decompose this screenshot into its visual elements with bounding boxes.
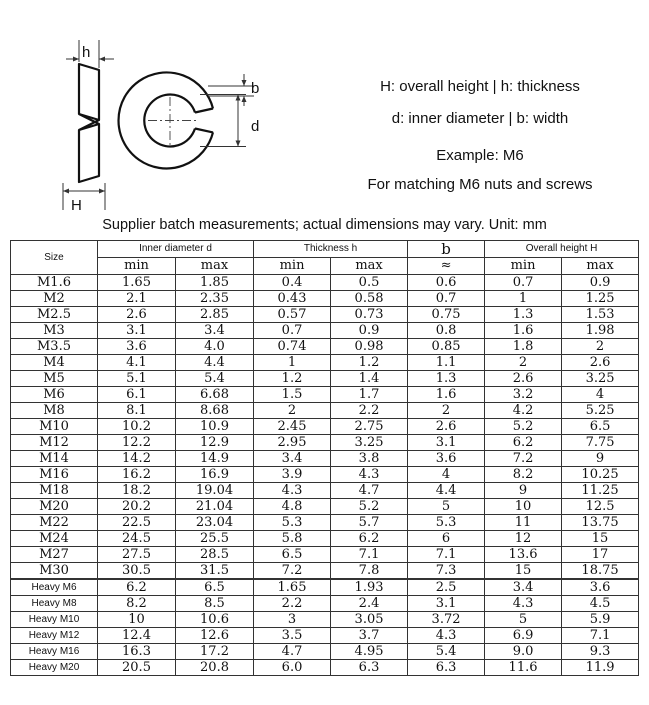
spec-table (10, 240, 639, 676)
cell-size: M14 (11, 451, 98, 467)
cell-H-min: 15 (485, 563, 562, 580)
cell-d-min: 3.1 (98, 323, 176, 339)
cell-h-max: 4.95 (331, 644, 408, 660)
cell-h-min: 5.3 (254, 515, 331, 531)
header-overall-height: Overall height H (485, 241, 639, 258)
label-H: H (71, 197, 82, 214)
cell-H-max: 7.75 (562, 435, 639, 451)
cell-H-min: 12 (485, 531, 562, 547)
cell-h-max: 0.73 (331, 307, 408, 323)
cell-H-max: 2 (562, 339, 639, 355)
cell-size: M1.6 (11, 275, 98, 291)
table-row (11, 323, 639, 339)
cell-h-min: 7.2 (254, 563, 331, 580)
cell-H-min: 10 (485, 499, 562, 515)
cell-h-min: 1 (254, 355, 331, 371)
cell-b: 6.3 (408, 660, 485, 676)
cell-b: 1.6 (408, 387, 485, 403)
cell-d-max: 2.35 (176, 291, 254, 307)
cell-size: M27 (11, 547, 98, 563)
cell-H-min: 4.3 (485, 596, 562, 612)
cell-d-min: 8.1 (98, 403, 176, 419)
cell-d-min: 12.4 (98, 628, 176, 644)
cell-H-min: 2.6 (485, 371, 562, 387)
cell-h-max: 7.1 (331, 547, 408, 563)
table-row (11, 515, 639, 531)
cell-H-min: 9.0 (485, 644, 562, 660)
cell-b: 0.6 (408, 275, 485, 291)
cell-H-max: 15 (562, 531, 639, 547)
cell-H-min: 1.8 (485, 339, 562, 355)
cell-h-min: 2 (254, 403, 331, 419)
cell-b: 1.1 (408, 355, 485, 371)
cell-h-max: 2.4 (331, 596, 408, 612)
cell-h-min: 1.65 (254, 579, 331, 596)
cell-H-min: 1.3 (485, 307, 562, 323)
cell-h-min: 4.8 (254, 499, 331, 515)
cell-size: M5 (11, 371, 98, 387)
cell-b: 3.72 (408, 612, 485, 628)
cell-H-max: 5.25 (562, 403, 639, 419)
cell-b: 7.3 (408, 563, 485, 580)
cell-d-min: 6.2 (98, 579, 176, 596)
dimension-b (208, 74, 254, 106)
cell-h-min: 3.9 (254, 467, 331, 483)
cell-h-min: 3 (254, 612, 331, 628)
cell-h-max: 3.7 (331, 628, 408, 644)
cell-H-min: 11 (485, 515, 562, 531)
cell-H-min: 13.6 (485, 547, 562, 563)
cell-h-max: 0.58 (331, 291, 408, 307)
cell-H-max: 3.6 (562, 579, 639, 596)
cell-h-max: 3.05 (331, 612, 408, 628)
cell-b: 6 (408, 531, 485, 547)
cell-d-max: 10.6 (176, 612, 254, 628)
subheader-b-approx: ≈ (408, 258, 485, 275)
cell-size: M3 (11, 323, 98, 339)
dimension-H (63, 183, 105, 210)
cell-H-min: 11.6 (485, 660, 562, 676)
cell-H-max: 17 (562, 547, 639, 563)
table-body (11, 275, 639, 676)
subheader-H-min: min (485, 258, 562, 275)
table-row (11, 291, 639, 307)
cell-b: 2 (408, 403, 485, 419)
cell-d-max: 2.85 (176, 307, 254, 323)
cell-h-min: 0.74 (254, 339, 331, 355)
cell-d-max: 6.5 (176, 579, 254, 596)
cell-size: M2 (11, 291, 98, 307)
cell-h-min: 2.45 (254, 419, 331, 435)
cell-d-max: 3.4 (176, 323, 254, 339)
cell-h-max: 6.3 (331, 660, 408, 676)
cell-size: Heavy M20 (11, 660, 98, 676)
cell-h-min: 0.43 (254, 291, 331, 307)
label-h: h (82, 44, 91, 61)
header-width-b: b (408, 241, 485, 258)
cell-h-min: 0.7 (254, 323, 331, 339)
cell-d-max: 21.04 (176, 499, 254, 515)
cell-d-min: 18.2 (98, 483, 176, 499)
cell-H-min: 9 (485, 483, 562, 499)
cell-h-max: 3.8 (331, 451, 408, 467)
table-row (11, 531, 639, 547)
cell-h-max: 5.2 (331, 499, 408, 515)
cell-H-max: 4.5 (562, 596, 639, 612)
cell-d-min: 2.1 (98, 291, 176, 307)
cell-b: 3.1 (408, 435, 485, 451)
cell-d-max: 14.9 (176, 451, 254, 467)
cell-H-min: 8.2 (485, 467, 562, 483)
cell-b: 2.5 (408, 579, 485, 596)
table-row (11, 451, 639, 467)
table-row (11, 387, 639, 403)
cell-H-min: 5.2 (485, 419, 562, 435)
cell-h-min: 0.57 (254, 307, 331, 323)
cell-H-max: 7.1 (562, 628, 639, 644)
cell-d-min: 14.2 (98, 451, 176, 467)
cell-h-max: 6.2 (331, 531, 408, 547)
cell-d-max: 28.5 (176, 547, 254, 563)
legend-line-2: d: inner diameter | b: width (391, 110, 569, 127)
table-row (11, 419, 639, 435)
cell-H-min: 2 (485, 355, 562, 371)
cell-h-max: 2.2 (331, 403, 408, 419)
subheader-h-min: min (254, 258, 331, 275)
cell-H-min: 5 (485, 612, 562, 628)
table-row (11, 644, 639, 660)
table-row (11, 563, 639, 580)
cell-H-max: 18.75 (562, 563, 639, 580)
cell-b: 3.1 (408, 596, 485, 612)
cell-b: 0.85 (408, 339, 485, 355)
cell-H-max: 11.25 (562, 483, 639, 499)
legend-line-3: Example: M6 (436, 147, 524, 164)
cell-d-min: 2.6 (98, 307, 176, 323)
header-thickness: Thickness h (254, 241, 408, 258)
subheader-d-min: min (98, 258, 176, 275)
cell-d-min: 20.5 (98, 660, 176, 676)
cell-H-max: 12.5 (562, 499, 639, 515)
cell-d-min: 12.2 (98, 435, 176, 451)
cell-H-max: 9.3 (562, 644, 639, 660)
cell-H-max: 4 (562, 387, 639, 403)
cell-d-min: 5.1 (98, 371, 176, 387)
cell-size: M6 (11, 387, 98, 403)
cell-h-max: 2.75 (331, 419, 408, 435)
cell-h-min: 1.5 (254, 387, 331, 403)
cell-d-max: 31.5 (176, 563, 254, 580)
table-row (11, 307, 639, 323)
cell-size: Heavy M6 (11, 579, 98, 596)
cell-h-min: 5.8 (254, 531, 331, 547)
cell-d-max: 25.5 (176, 531, 254, 547)
cell-d-min: 8.2 (98, 596, 176, 612)
header-size: Size (11, 241, 98, 275)
cell-d-min: 16.3 (98, 644, 176, 660)
cell-H-max: 11.9 (562, 660, 639, 676)
cell-H-max: 1.98 (562, 323, 639, 339)
cell-d-min: 10 (98, 612, 176, 628)
cell-b: 5 (408, 499, 485, 515)
cell-h-min: 4.7 (254, 644, 331, 660)
cell-size: M4 (11, 355, 98, 371)
cell-d-max: 1.85 (176, 275, 254, 291)
cell-size: Heavy M10 (11, 612, 98, 628)
table-row (11, 275, 639, 291)
table-row (11, 499, 639, 515)
cell-H-max: 13.75 (562, 515, 639, 531)
cell-d-max: 8.5 (176, 596, 254, 612)
cell-size: M10 (11, 419, 98, 435)
cell-d-min: 16.2 (98, 467, 176, 483)
cell-H-max: 6.5 (562, 419, 639, 435)
cell-h-min: 6.5 (254, 547, 331, 563)
cell-d-max: 19.04 (176, 483, 254, 499)
header-row-groups (11, 241, 639, 258)
table-row (11, 547, 639, 563)
cell-h-min: 3.4 (254, 451, 331, 467)
header-row-minmax (11, 258, 639, 275)
table-row (11, 403, 639, 419)
cell-size: M22 (11, 515, 98, 531)
cell-h-max: 0.5 (331, 275, 408, 291)
table-row (11, 339, 639, 355)
cell-size: M16 (11, 467, 98, 483)
table-row (11, 467, 639, 483)
cell-d-max: 12.9 (176, 435, 254, 451)
cell-d-min: 4.1 (98, 355, 176, 371)
cell-H-min: 3.2 (485, 387, 562, 403)
cell-h-max: 1.4 (331, 371, 408, 387)
cell-h-min: 4.3 (254, 483, 331, 499)
cell-H-max: 5.9 (562, 612, 639, 628)
cell-H-min: 1 (485, 291, 562, 307)
cell-H-min: 4.2 (485, 403, 562, 419)
legend-line-4: For matching M6 nuts and screws (367, 176, 593, 193)
cell-h-max: 4.7 (331, 483, 408, 499)
cell-h-min: 0.4 (254, 275, 331, 291)
cell-d-min: 30.5 (98, 563, 176, 580)
cell-size: M8 (11, 403, 98, 419)
cell-H-max: 1.25 (562, 291, 639, 307)
header-inner-diameter: Inner diameter d (98, 241, 254, 258)
cell-H-min: 6.9 (485, 628, 562, 644)
cell-d-min: 1.65 (98, 275, 176, 291)
table-row (11, 628, 639, 644)
table-caption: Supplier batch measurements; actual dimensions may vary. Unit: mm (102, 217, 547, 233)
cell-d-max: 10.9 (176, 419, 254, 435)
cell-d-max: 4.0 (176, 339, 254, 355)
cell-H-min: 3.4 (485, 579, 562, 596)
table-row (11, 435, 639, 451)
table-row (11, 355, 639, 371)
table-row (11, 612, 639, 628)
cell-size: M12 (11, 435, 98, 451)
cell-h-max: 7.8 (331, 563, 408, 580)
cell-H-max: 10.25 (562, 467, 639, 483)
cell-b: 1.3 (408, 371, 485, 387)
cell-H-max: 2.6 (562, 355, 639, 371)
cell-h-max: 1.2 (331, 355, 408, 371)
cell-H-min: 1.6 (485, 323, 562, 339)
cell-d-max: 4.4 (176, 355, 254, 371)
cell-b: 0.75 (408, 307, 485, 323)
cell-size: Heavy M8 (11, 596, 98, 612)
cell-b: 4 (408, 467, 485, 483)
cell-h-max: 0.9 (331, 323, 408, 339)
cell-b: 2.6 (408, 419, 485, 435)
table-row (11, 483, 639, 499)
cell-H-max: 3.25 (562, 371, 639, 387)
cell-d-min: 6.1 (98, 387, 176, 403)
cell-size: M3.5 (11, 339, 98, 355)
cell-size: Heavy M12 (11, 628, 98, 644)
cell-d-min: 24.5 (98, 531, 176, 547)
cell-b: 5.3 (408, 515, 485, 531)
cell-h-min: 3.5 (254, 628, 331, 644)
cell-d-min: 10.2 (98, 419, 176, 435)
cell-h-max: 5.7 (331, 515, 408, 531)
table-row (11, 660, 639, 676)
cell-h-max: 4.3 (331, 467, 408, 483)
label-d: d (251, 118, 260, 135)
cell-h-max: 1.93 (331, 579, 408, 596)
cell-b: 5.4 (408, 644, 485, 660)
cell-size: M24 (11, 531, 98, 547)
cell-d-max: 5.4 (176, 371, 254, 387)
washer-side-view (79, 64, 99, 182)
cell-b: 4.4 (408, 483, 485, 499)
cell-b: 0.8 (408, 323, 485, 339)
cell-d-max: 12.6 (176, 628, 254, 644)
cell-d-min: 27.5 (98, 547, 176, 563)
cell-h-min: 6.0 (254, 660, 331, 676)
cell-b: 4.3 (408, 628, 485, 644)
label-b: b (251, 80, 260, 97)
dimension-d (200, 95, 246, 147)
cell-H-max: 0.9 (562, 275, 639, 291)
cell-d-max: 16.9 (176, 467, 254, 483)
legend-line-1: H: overall height | h: thickness (380, 78, 580, 95)
cell-size: M20 (11, 499, 98, 515)
subheader-h-max: max (331, 258, 408, 275)
cell-h-max: 3.25 (331, 435, 408, 451)
washer-diagram (0, 0, 300, 215)
cell-d-min: 20.2 (98, 499, 176, 515)
cell-d-max: 20.8 (176, 660, 254, 676)
cell-H-min: 0.7 (485, 275, 562, 291)
cell-H-max: 9 (562, 451, 639, 467)
cell-b: 0.7 (408, 291, 485, 307)
subheader-d-max: max (176, 258, 254, 275)
cell-h-max: 1.7 (331, 387, 408, 403)
cell-H-min: 6.2 (485, 435, 562, 451)
subheader-H-max: max (562, 258, 639, 275)
cell-size: M30 (11, 563, 98, 580)
table-row (11, 596, 639, 612)
cell-b: 3.6 (408, 451, 485, 467)
cell-size: M2.5 (11, 307, 98, 323)
cell-size: M18 (11, 483, 98, 499)
table-row (11, 579, 639, 596)
table-row (11, 371, 639, 387)
cell-h-max: 0.98 (331, 339, 408, 355)
cell-d-max: 23.04 (176, 515, 254, 531)
cell-h-min: 1.2 (254, 371, 331, 387)
cell-b: 7.1 (408, 547, 485, 563)
cell-h-min: 2.2 (254, 596, 331, 612)
cell-d-max: 6.68 (176, 387, 254, 403)
cell-H-min: 7.2 (485, 451, 562, 467)
cell-d-min: 3.6 (98, 339, 176, 355)
cell-d-max: 17.2 (176, 644, 254, 660)
cell-d-min: 22.5 (98, 515, 176, 531)
cell-d-max: 8.68 (176, 403, 254, 419)
cell-H-max: 1.53 (562, 307, 639, 323)
cell-h-min: 2.95 (254, 435, 331, 451)
cell-size: Heavy M16 (11, 644, 98, 660)
